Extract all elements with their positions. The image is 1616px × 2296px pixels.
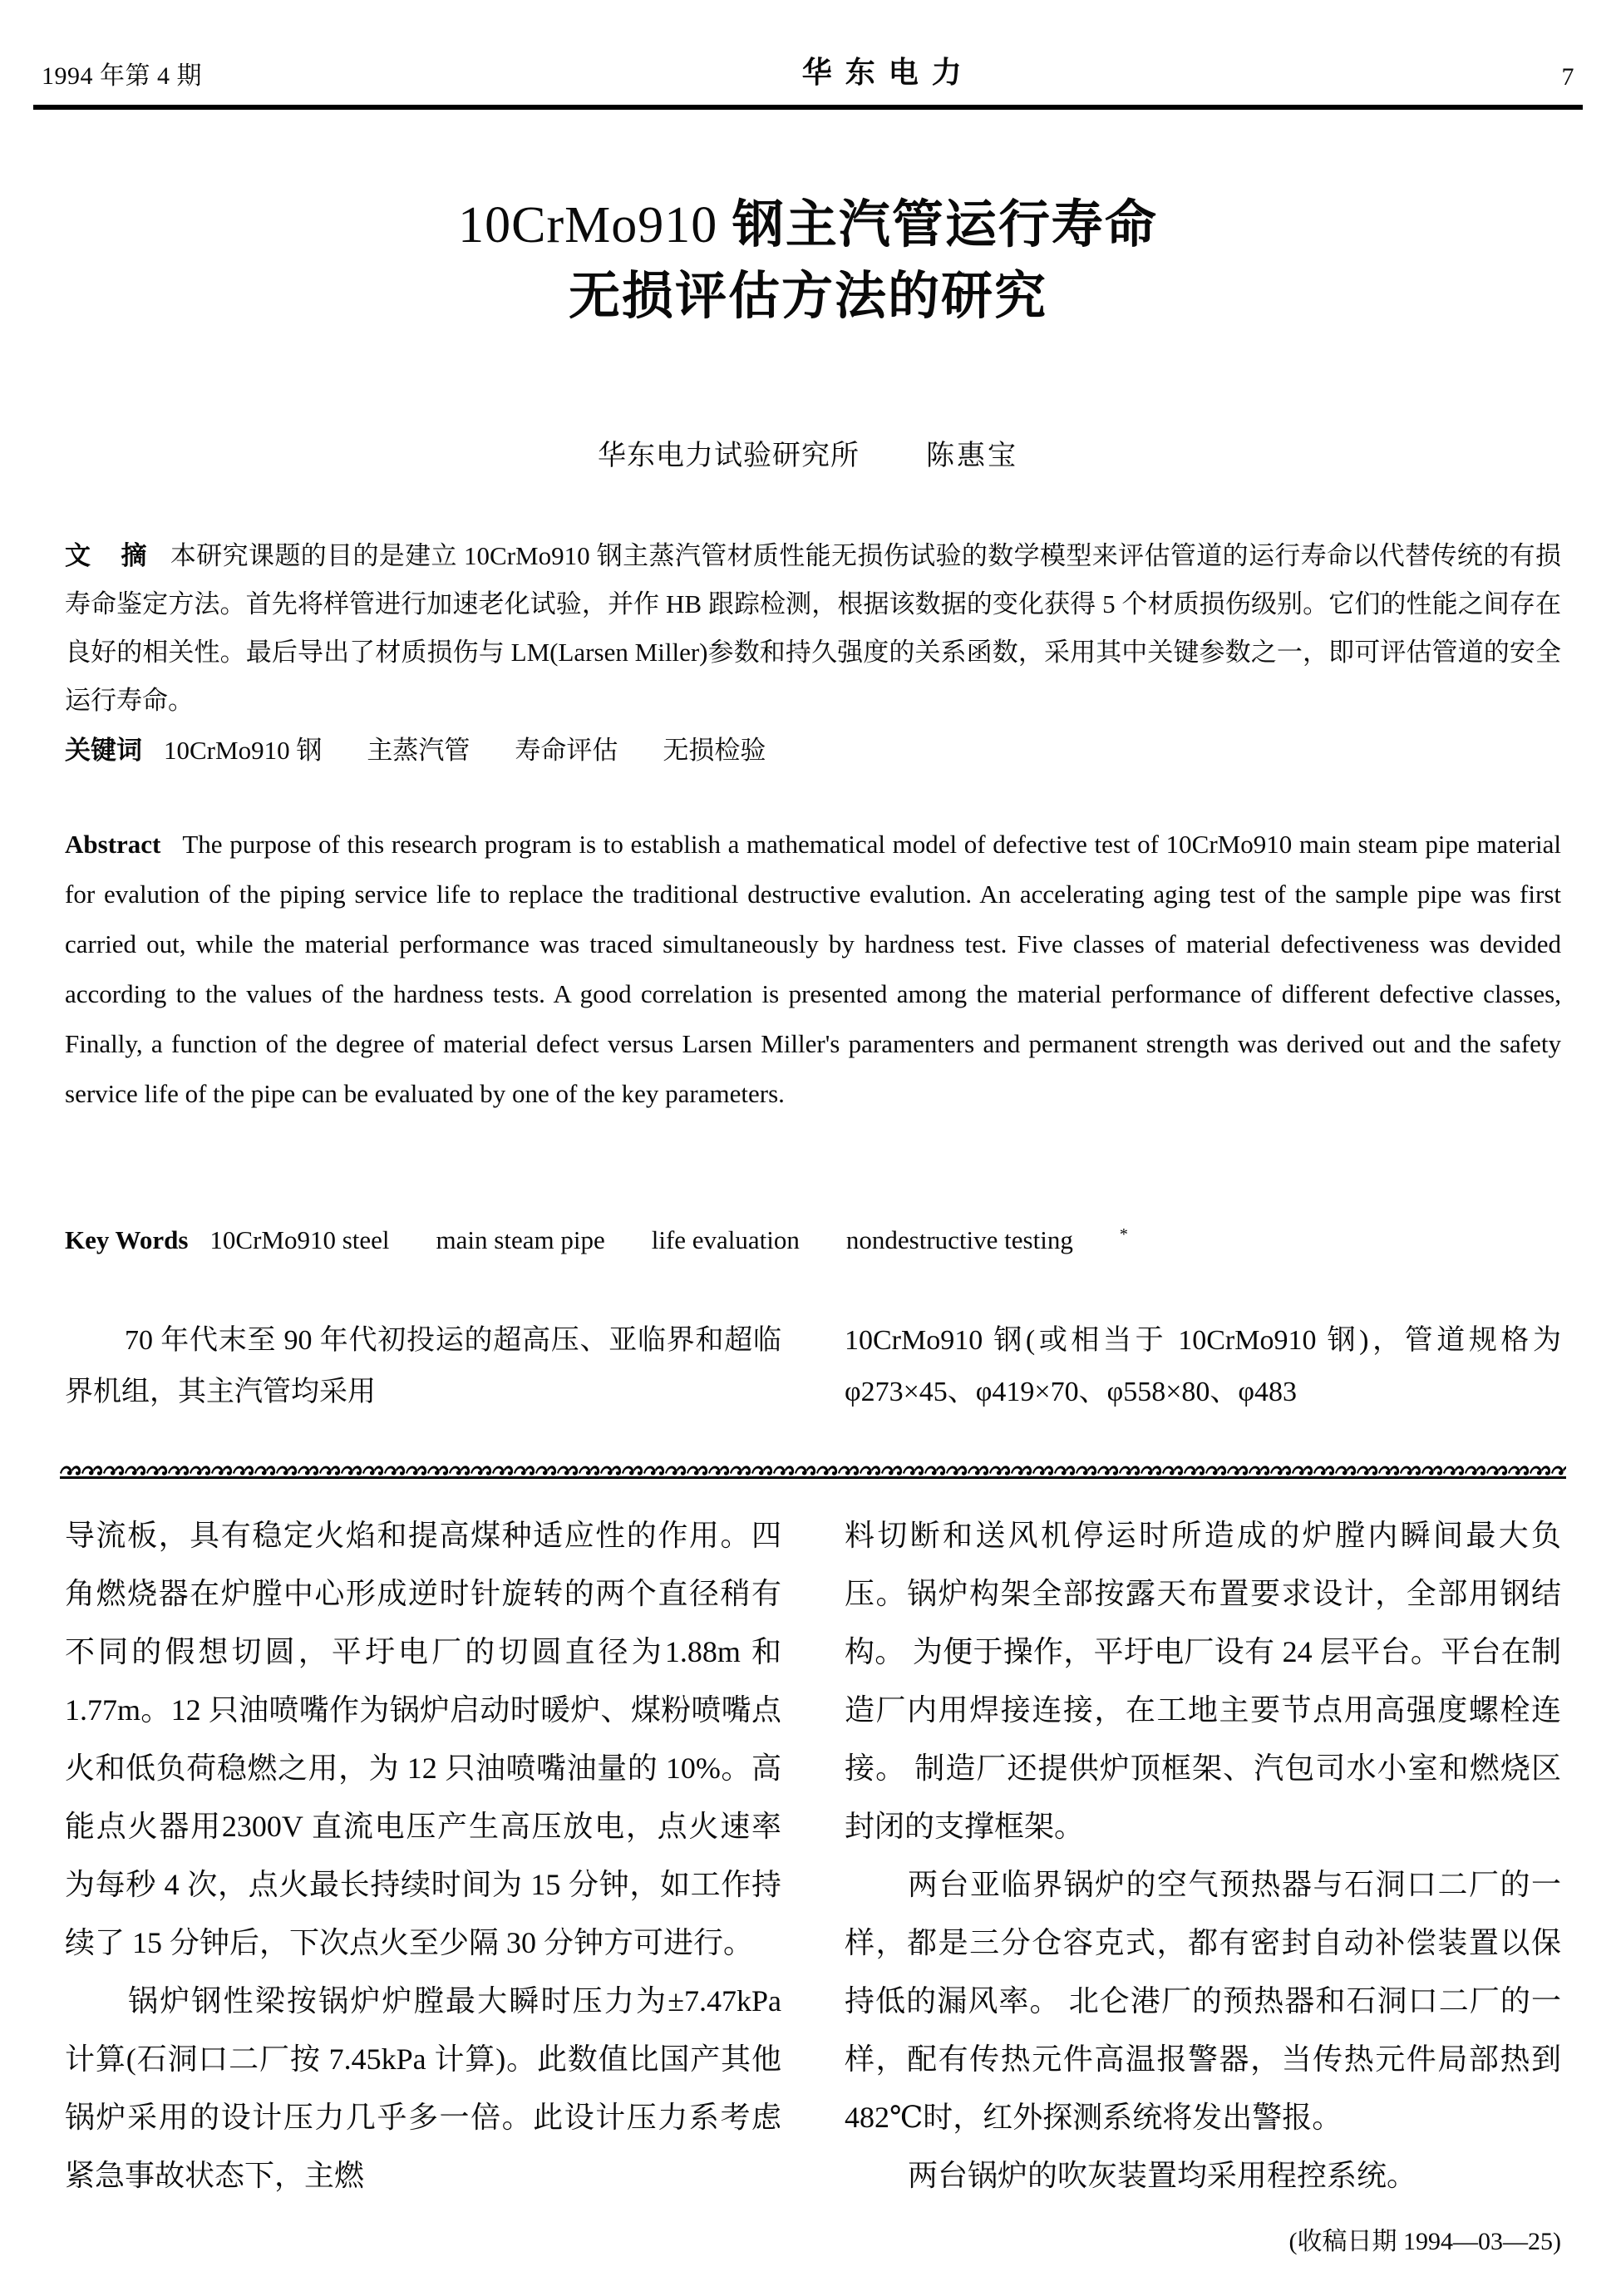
english-abstract [65,820,1561,1119]
chinese-abstract [65,532,1561,725]
ornament-icon [60,1461,1566,1483]
lead-column-right [845,1315,1561,1418]
chinese-keyword: 10CrMo910 钢 [164,736,323,765]
body-columns [65,1506,1561,2254]
chinese-keywords [65,728,1561,773]
title-steel-grade: 10CrMo910 [458,197,718,254]
title-line-1 [100,190,1516,261]
body-paragraph: 两台亚临界锅炉的空气预热器与石洞口二厂的一样，都是三分仓容克式，都有密封自动补偿装置以保持低的漏风率。 北仑港厂的预热器和石洞口二厂的一样，配有传热元件高温报警器，当传热元件局部热到 482℃时，红外探测系统将发出警报。 [845,1868,1561,2134]
article-title [100,190,1516,333]
journal-title: 华东电力 [801,56,975,89]
english-keyword: 10CrMo910 steel [209,1225,390,1255]
english-keyword: life evaluation [651,1225,800,1255]
lead-text-left: 70 年代末至 90 年代初投运的超高压、亚临界和超临界机组，其主汽管均采用 [65,1325,781,1407]
received-date-note: (收稿日期 1994—03—25) [1288,2228,1561,2255]
english-abstract-label: Abstract [65,830,161,859]
chinese-keyword: 无损检验 [663,736,766,765]
chinese-keyword: 主蒸汽管 [367,736,471,765]
body-column-left [65,1506,781,2254]
english-abstract-text: The purpose of this research program is to establish a mathematical model of defective test of 10CrMo910 main steam pipe material for evalution of the piping service life to replace the traditional destructive evalution. An accelerating aging test of the sample pipe was first carried out, while the material performance was traced simultaneously by hardness test. Five classes of material defectiveness was devided according to the values of the hardness tests. A good correlation is presented among the material performance of different defective classes, Finally, a function of the degree of material defect versus Larsen Miller's paramenters and permanent strength was derived out and the safety service life of the pipe can be evaluated by one of the key parameters. [65,830,1561,1108]
chinese-keywords-label: 关键词 [65,736,142,765]
chinese-abstract-text: 本研究课题的目的是建立 10CrMo910 钢主蒸汽管材质性能无损伤试验的数学模型来评估管道的运行寿命以代替传统的有损寿命鉴定方法。首先将样管进行加速老化试验，并作 HB 跟踪检测，根据该数据的变化获得 5 个材质损伤级别。它们的性能之间存在良好的相关性。最后导出了材质损伤与 LM(Larsen Miller)参数和持久强度的关系函数，采用其中关键参数之一，即可评估管道的安全运行寿命。 [65,541,1561,715]
chinese-keyword: 寿命评估 [515,736,618,765]
affiliation: 华东电力试验研究所 [598,441,860,471]
body-column-right [845,1506,1561,2254]
english-keyword: main steam pipe [436,1225,605,1255]
running-head [42,48,1574,91]
lead-text-right: 10CrMo910 钢(或相当于 10CrMo910 钢)，管道规格为φ273×45、φ419×70、φ558×80、φ483 [845,1325,1561,1407]
footnote-marker: * [1119,1225,1128,1244]
body-paragraph: 料切断和送风机停运时所造成的炉膛内瞬间最大负压。锅炉构架全部按露天布置要求设计，全部用钢结构。 为便于操作，平圩电厂设有 24 层平台。平台在制造厂内用焊接连接，在工地主要节点用高强度螺栓连接。 制造厂还提供炉顶框架、汽包司水小室和燃烧区封闭的支撑框架。 [845,1519,1561,1843]
body-paragraph: 两台锅炉的吹灰装置均采用程控系统。 [908,2159,1417,2192]
lead-columns [65,1315,1561,1418]
chinese-abstract-label: 文 摘 [65,541,159,570]
body-paragraph: 锅炉钢性梁按锅炉炉膛最大瞬时压力为±7.47kPa 计算(石洞口二厂按 7.45kPa 计算)。此数值比国产其他锅炉采用的设计压力几乎多一倍。此设计压力系考虑紧急事故状态下，主燃 [65,1984,781,2192]
byline [100,432,1516,473]
header-rule [33,105,1583,110]
english-keywords-label: Key Words [65,1225,189,1255]
english-keywords [65,1212,1561,1263]
body-paragraph: 导流板，具有稳定火焰和提高煤种适应性的作用。四角燃烧器在炉膛中心形成逆时针旋转的两个直径稍有不同的假想切圆，平圩电厂的切圆直径为1.88m 和 1.77m。12 只油喷嘴作为锅炉启动时暖炉、煤粉喷嘴点火和低负荷稳燃之用，为 12 只油喷嘴油量的 10%。高能点火器用2300V 直流电压产生高压放电，点火速率为每秒 4 次，点火最长持续时间为 15 分钟，如工作持续了 15 分钟后，下次点火至少隔 30 分钟方可进行。 [65,1519,781,1959]
english-abstract-paragraph [65,820,1561,1119]
page-number: 7 [1561,63,1574,91]
ornamental-divider [60,1461,1566,1483]
title-line-1-cjk: 钢主汽管运行寿命 [732,197,1158,254]
lead-column-left [65,1315,781,1418]
english-keyword: nondestructive testing [845,1225,1073,1255]
author-name: 陈惠宝 [926,441,1018,471]
issue-label: 1994 年第 4 期 [42,62,202,90]
title-line-2: 无损评估方法的研究 [568,269,1047,325]
